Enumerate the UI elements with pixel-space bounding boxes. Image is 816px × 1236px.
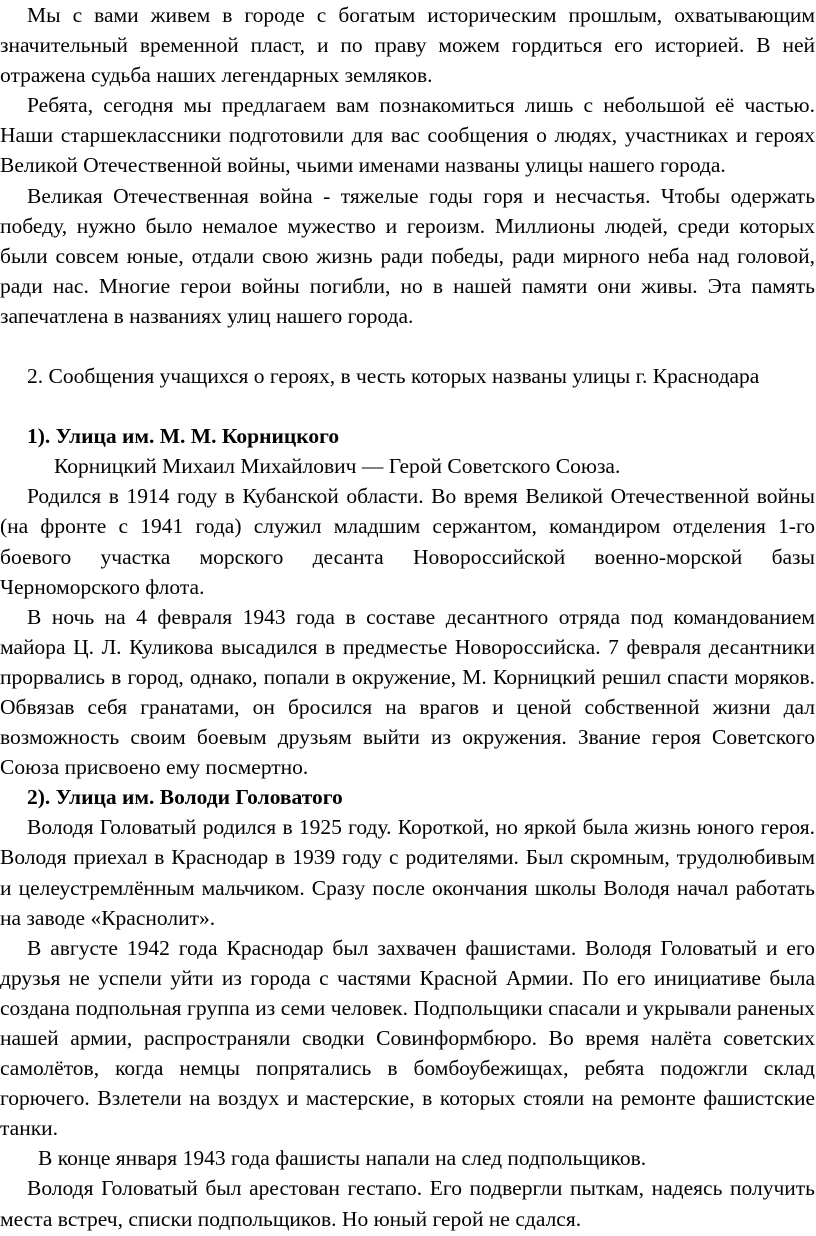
golovaty-paragraph-1: Володя Головатый родился в 1925 году. Короткой, но яркой была жизнь юного героя. Володя приехал в Краснодар в 1939 году с родителями. Был скромным, трудолюбивым и целеустремлённым мальчиком. Сразу после окончания школы Володя начал работать на заводе «Краснолит». xyxy=(0,815,815,930)
golovaty-paragraph-3: В конце января 1943 года фашисты напали на след подпольщиков. xyxy=(38,1146,647,1171)
section-2-title: 2. Сообщения учащихся о героях, в честь которых названы улицы г. Краснодара xyxy=(27,364,760,389)
golovaty-paragraph-4: Володя Головатый был арестован гестапо. Его подвергли пыткам, надеясь получить места встреч, списки подпольщиков. Но юный герой не сдался. xyxy=(0,1176,815,1231)
kornitsky-intro: Корницкий Михаил Михайлович — Герой Советского Союза. xyxy=(54,454,621,479)
kornitsky-paragraph-1: Родился в 1914 году в Кубанской области. Во время Великой Отечественной войны (на фронте с 1941 года) служил младшим сержантом, командиром отделения 1-го боевого участка морского десанта Новороссийской военно-морской базы Черноморского флота. xyxy=(0,484,815,599)
intro-paragraph-2: Ребята, сегодня мы предлагаем вам познакомиться лишь с небольшой её частью. Наши старшеклассники подготовили для вас сообщения о людях, участниках и героях Великой Отечественной войны, чьими именами названы улицы нашего города. xyxy=(0,93,815,178)
golovaty-heading: 2). Улица им. Володи Головатого xyxy=(27,785,343,810)
golovaty-paragraph-2: В августе 1942 года Краснодар был захвачен фашистами. Володя Головатый и его друзья не успели уйти из города с частями Красной Армии. По его инициативе была создана подпольная группа из семи человек. Подпольщики спасали и укрывали раненых нашей армии, распространяли сводки Совинформбюро. Во время налёта советских самолётов, когда немцы попрятались в бомбоубежищах, ребята подожгли склад горючего. Взлетели на воздух и мастерские, в которых стояли на ремонте фашистские танки. xyxy=(0,935,815,1141)
blank-line xyxy=(0,331,816,361)
blank-line xyxy=(0,391,816,421)
intro-paragraph-3: Великая Отечественная война - тяжелые годы горя и несчастья. Чтобы одержать победу, нужно было немалое мужество и героизм. Миллионы людей, среди которых были совсем юные, отдали свою жизнь ради победы, ради мирного неба над головой, ради нас. Многие герои войны погибли, но в нашей памяти они живы. Эта память запечатлена в названиях улиц нашего города. xyxy=(0,183,815,328)
kornitsky-heading: 1). Улица им. М. М. Корницкого xyxy=(27,424,340,449)
kornitsky-paragraph-2: В ночь на 4 февраля 1943 года в составе десантного отряда под командованием майора Ц. Л. Куликова высадился в предместье Новороссийска. 7 февраля десантники прорвались в город, однако, попали в окружение, М. Корницкий решил спасти моряков. Обвязав себя гранатами, он бросился на врагов и ценой собственной жизни дал возможность своим боевым друзьям выйти из окружения. Звание героя Советского Союза присвоено ему посмертно. xyxy=(0,604,815,780)
intro-paragraph-1: Мы с вами живем в городе с богатым историческим прошлым, охватывающим значительный временной пласт, и по праву можем гордиться его историей. В ней отражена судьба наших легендарных земляков. xyxy=(0,3,815,88)
